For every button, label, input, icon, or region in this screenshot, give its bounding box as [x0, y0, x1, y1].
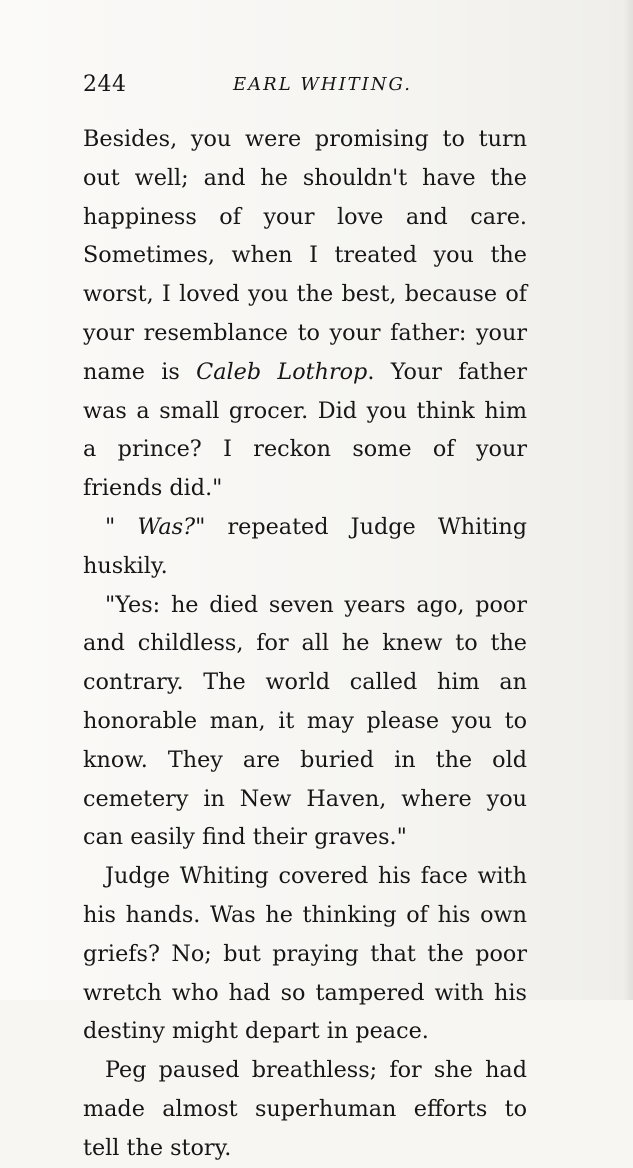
paragraph-3: "Yes: he died seven years ago, poor and childless, for all he knew to the contrary. The world called him an honorable man, it may please you to know. They are buried in the old cemetery in New Haven, where you can easily find their graves.": [83, 591, 527, 851]
page-edge-shadow: [623, 0, 633, 1000]
paragraph-1-text-before: Besides, you were promising to turn out well; and he shouldn't have the happiness of your love and care. Sometimes, when I treated you the worst, I loved you the best, because of your resemblance to your father: your name is: [83, 126, 527, 385]
paragraph-5: Peg paused breathless; for she had made almost superhuman efforts to tell the story.: [83, 1057, 527, 1161]
paragraph-2-italic-word: Was?: [137, 513, 196, 540]
paragraph-4: Judge Whiting covered his face with his hands. Was he thinking of his own griefs? No; but praying that the poor wretch who had so tampered with his destiny might depart in peace.: [83, 863, 527, 1045]
page-number: 244: [83, 72, 127, 97]
paragraph-1-italic-name: Caleb Lothrop: [196, 358, 368, 385]
body-text: [83, 120, 527, 1168]
paragraph-2-text-after: " repeated Judge Whiting huskily.: [83, 513, 527, 579]
paragraph-2: [83, 508, 527, 586]
page-header: [83, 72, 553, 102]
paragraph-2-text-before: ": [105, 513, 138, 540]
paragraph-1-text-after: . Your father was a small grocer. Did you think him a prince? I reckon some of your friends did.": [83, 358, 527, 502]
paragraph-1: [83, 120, 527, 508]
running-head: EARL WHITING.: [233, 74, 412, 95]
